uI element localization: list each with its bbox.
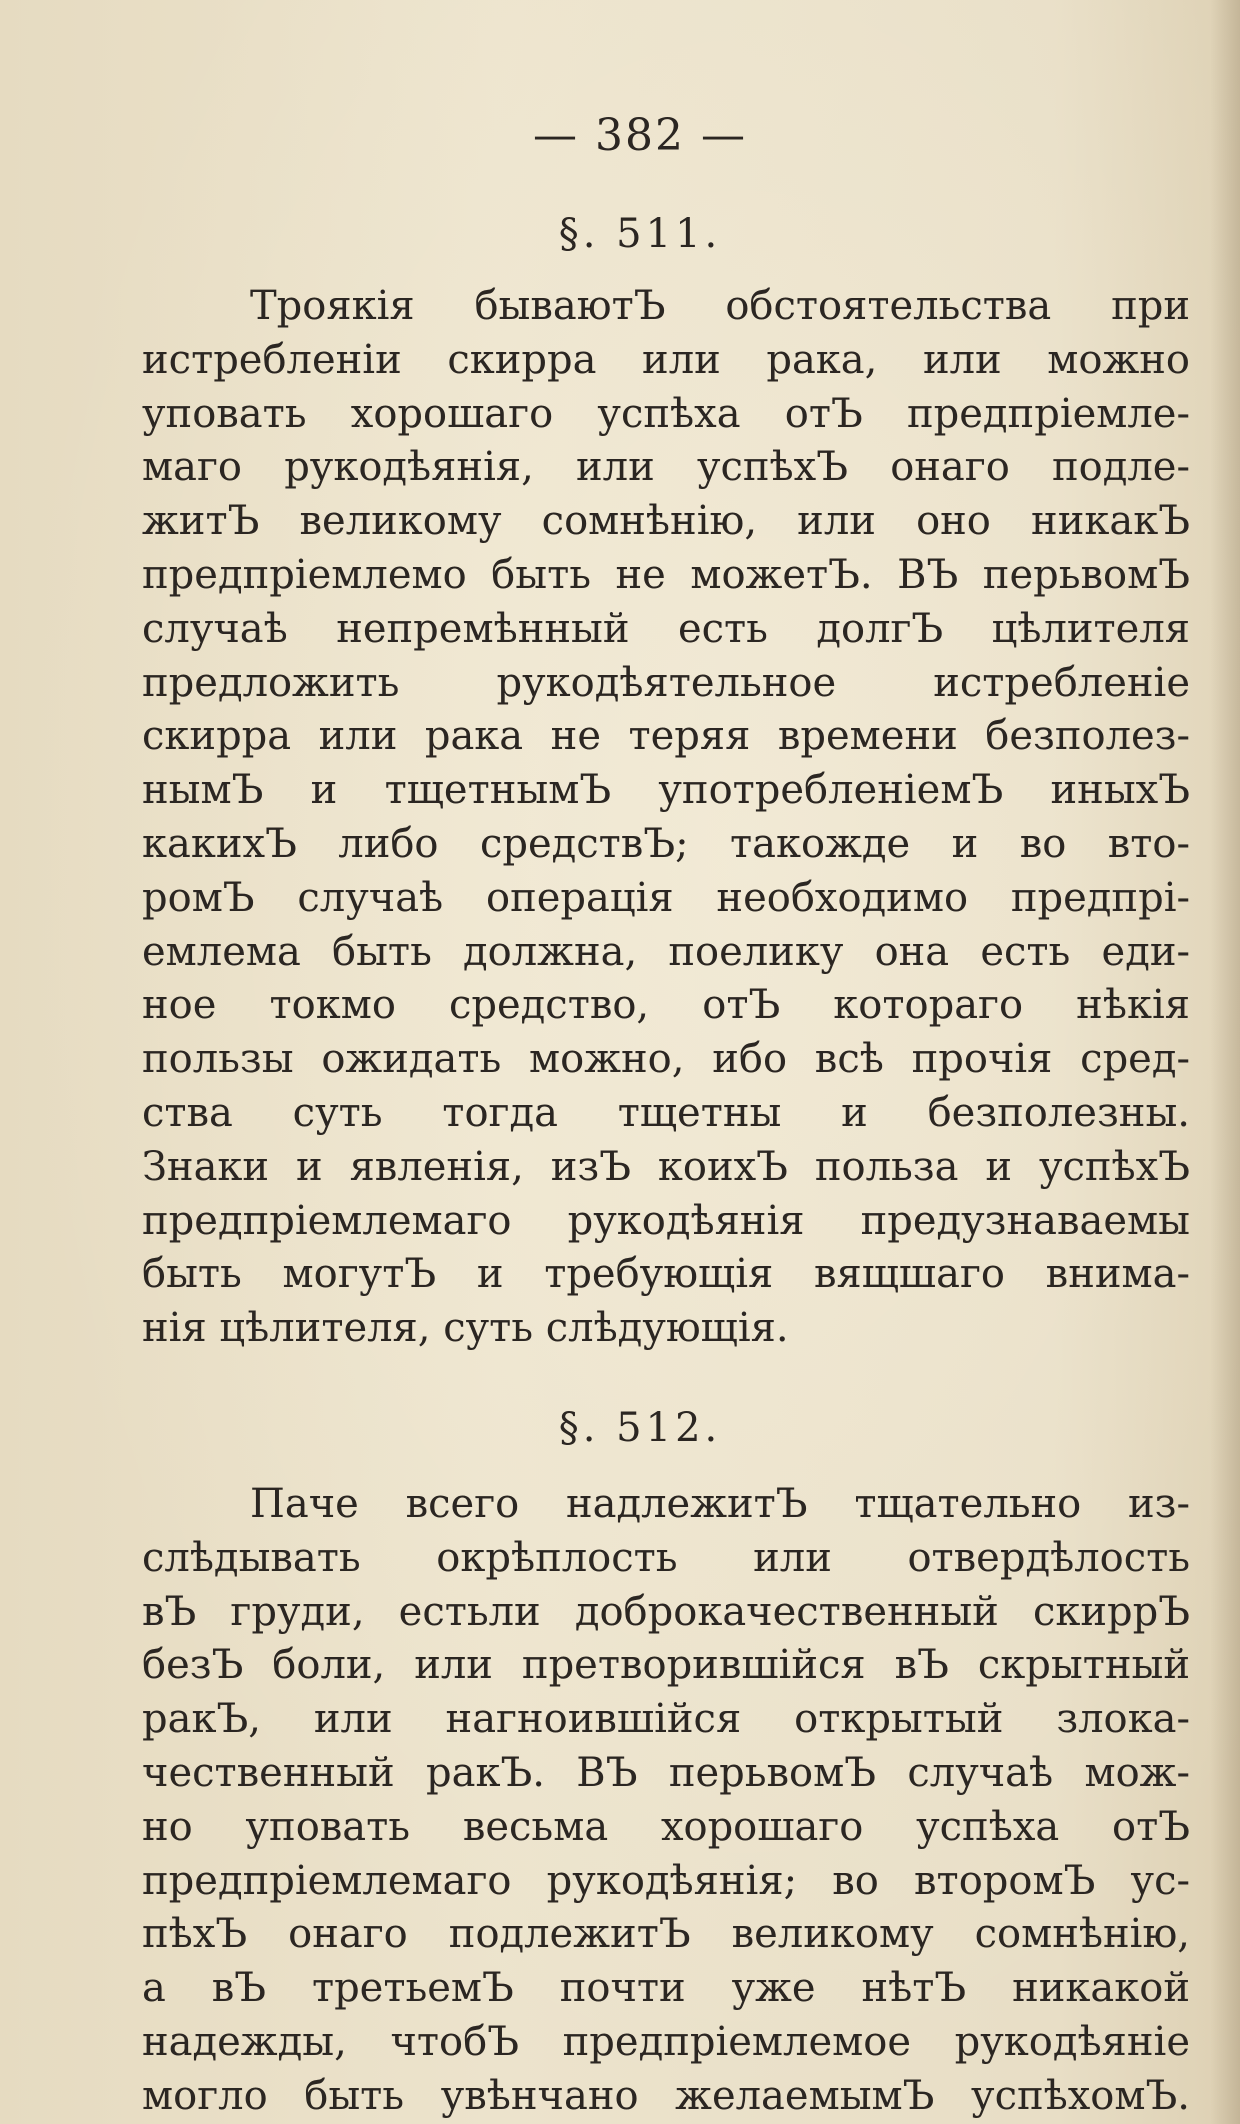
text-line: пользы ожидать можно, ибо всѣ прочія сред-: [142, 1036, 1190, 1083]
text-line: скирра или рака не теряя времени безполез-: [142, 713, 1190, 760]
section-heading: §. 512.: [558, 1404, 722, 1451]
text-line: предпріемлемаго рукодѣянія предузнаваемы: [142, 1197, 1190, 1244]
text-line: вЪ груди, естьли доброкачественный скиррЪ: [142, 1588, 1190, 1635]
text-line: какихЪ либо средствЪ; такожде и во вто-: [142, 820, 1190, 867]
text-line: Знаки и явленія, изЪ коихЪ польза и успѣхЪ: [142, 1143, 1190, 1190]
text-line: уповать хорошаго успѣха отЪ предпріемле-: [142, 390, 1190, 437]
text-line: пѣхЪ онаго подлежитЪ великому сомнѣнію,: [142, 1911, 1190, 1958]
text-line: нымЪ и тщетнымЪ употребленіемЪ иныхЪ: [142, 767, 1190, 814]
text-line: надежды, чтобЪ предпріемлемое рукодѣяніе: [142, 2018, 1190, 2065]
section-heading: §. 511.: [558, 211, 722, 257]
text-line: ства суть тогда тщетны и безполезны.: [142, 1089, 1190, 1136]
text-line: предпріемлемаго рукодѣянія; во второмЪ ус-: [142, 1857, 1190, 1904]
text-line: предпріемлемо быть не можетЪ. ВЪ перьвомЪ: [142, 551, 1190, 598]
text-line: житЪ великому сомнѣнію, или оно никакЪ: [142, 498, 1190, 545]
text-line: нія цѣлителя, суть слѣдующія.: [142, 1305, 789, 1352]
section-511-paragraph: [142, 280, 1190, 1356]
text-line: но уповать весьма хорошаго успѣха отЪ: [142, 1803, 1190, 1850]
text-line: случаѣ непремѣнный есть долгЪ цѣлителя: [142, 605, 1190, 652]
text-line: слѣдывать окрѣплость или отвердѣлость: [142, 1534, 1190, 1581]
section-512-paragraph: [142, 1478, 1190, 2124]
text-line: емлема быть должна, поелику она есть еди-: [142, 928, 1190, 975]
page-number: — 382 —: [533, 110, 747, 161]
text-line: ромЪ случаѣ операція необходимо предпрі-: [142, 874, 1190, 921]
text-line: маго рукодѣянія, или успѣхЪ онаго подле-: [142, 444, 1190, 491]
text-line: истребленіи скирра или рака, или можно: [142, 336, 1190, 383]
page-edge-shadow: [1210, 0, 1240, 2124]
text-line: Паче всего надлежитЪ тщательно из-: [250, 1480, 1190, 1527]
text-line: чественный ракЪ. ВЪ перьвомЪ случаѣ мож-: [142, 1749, 1190, 1796]
text-line: предложить рукодѣятельное истребленіе: [142, 659, 1190, 706]
text-line: безЪ боли, или претворившійся вЪ скрытный: [142, 1642, 1190, 1689]
text-line: а вЪ третьемЪ почти уже нѣтЪ никакой: [142, 1965, 1190, 2012]
text-line: ракЪ, или нагноившійся открытый злока-: [142, 1696, 1190, 1743]
text-line: Трoякія бываютЪ обстоятельства при: [250, 283, 1190, 329]
text-line: быть могутЪ и требующія вящшаго внима-: [142, 1251, 1190, 1298]
text-line: могло быть увѣнчано желаемымЪ успѣхомЪ.: [142, 2072, 1190, 2119]
text-line: ное токмо средство, отЪ котораго нѣкія: [142, 982, 1190, 1029]
